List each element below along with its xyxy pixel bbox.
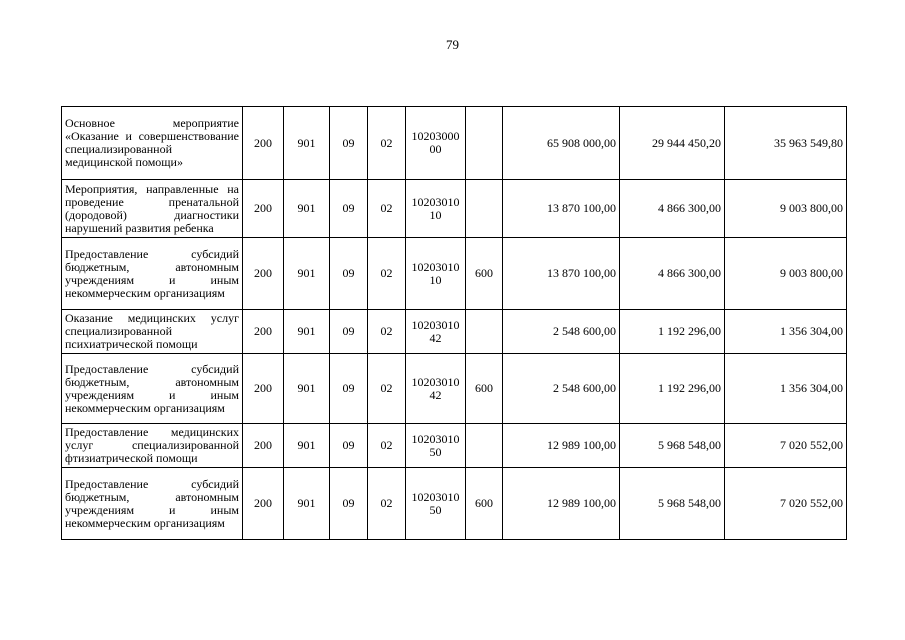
- row-code-2: 901: [284, 238, 330, 310]
- row-name: Оказание медицинских услуг специализированной психиатрической помощи: [62, 310, 243, 354]
- row-expense-type: [466, 180, 503, 238]
- row-code-1: 200: [243, 424, 284, 468]
- row-sum-2: 1 192 296,00: [620, 354, 725, 424]
- row-sum-1: 2 548 600,00: [503, 310, 620, 354]
- row-sum-2: 5 968 548,00: [620, 468, 725, 540]
- row-sum-3: 1 356 304,00: [725, 354, 847, 424]
- row-target-code: 1020301010: [406, 238, 466, 310]
- row-expense-type: [466, 107, 503, 180]
- row-sum-2: 4 866 300,00: [620, 238, 725, 310]
- row-target-code: 1020301010: [406, 180, 466, 238]
- table-row: [62, 468, 847, 540]
- table-row: [62, 180, 847, 238]
- row-code-1: 200: [243, 468, 284, 540]
- row-code-1: 200: [243, 310, 284, 354]
- row-code-3: 09: [330, 468, 368, 540]
- table-row: [62, 424, 847, 468]
- row-name: Предоставление медицинских услуг специализированной фтизиатрической помощи: [62, 424, 243, 468]
- row-sum-3: 35 963 549,80: [725, 107, 847, 180]
- table-row: [62, 354, 847, 424]
- row-sum-1: 13 870 100,00: [503, 238, 620, 310]
- row-sum-2: 5 968 548,00: [620, 424, 725, 468]
- row-code-4: 02: [368, 238, 406, 310]
- budget-table: [61, 106, 847, 540]
- row-code-2: 901: [284, 468, 330, 540]
- row-sum-1: 65 908 000,00: [503, 107, 620, 180]
- row-name: Предоставление субсидий бюджетным, автономным учреждениям и иным некоммерческим организациям: [62, 468, 243, 540]
- row-target-code: 1020301050: [406, 468, 466, 540]
- row-target-code: 1020301050: [406, 424, 466, 468]
- row-expense-type: [466, 310, 503, 354]
- row-expense-type: 600: [466, 468, 503, 540]
- row-expense-type: 600: [466, 354, 503, 424]
- table-row: [62, 238, 847, 310]
- row-sum-1: 12 989 100,00: [503, 468, 620, 540]
- row-code-3: 09: [330, 107, 368, 180]
- row-code-4: 02: [368, 468, 406, 540]
- row-target-code: 1020300000: [406, 107, 466, 180]
- page-number: 79: [446, 37, 459, 52]
- row-code-1: 200: [243, 238, 284, 310]
- row-sum-1: 13 870 100,00: [503, 180, 620, 238]
- row-sum-2: 1 192 296,00: [620, 310, 725, 354]
- row-sum-3: 7 020 552,00: [725, 424, 847, 468]
- row-sum-3: 9 003 800,00: [725, 180, 847, 238]
- row-code-3: 09: [330, 354, 368, 424]
- row-code-4: 02: [368, 354, 406, 424]
- row-sum-2: 29 944 450,20: [620, 107, 725, 180]
- row-code-2: 901: [284, 424, 330, 468]
- row-name: Предоставление субсидий бюджетным, автономным учреждениям и иным некоммерческим организациям: [62, 354, 243, 424]
- row-code-3: 09: [330, 310, 368, 354]
- row-sum-3: 9 003 800,00: [725, 238, 847, 310]
- row-expense-type: [466, 424, 503, 468]
- row-target-code: 1020301042: [406, 310, 466, 354]
- row-target-code: 1020301042: [406, 354, 466, 424]
- row-code-3: 09: [330, 424, 368, 468]
- row-code-2: 901: [284, 354, 330, 424]
- row-code-2: 901: [284, 180, 330, 238]
- row-sum-3: 1 356 304,00: [725, 310, 847, 354]
- row-name: Предоставление субсидий бюджетным, автономным учреждениям и иным некоммерческим организациям: [62, 238, 243, 310]
- row-code-2: 901: [284, 107, 330, 180]
- row-code-4: 02: [368, 310, 406, 354]
- row-name: Основное мероприятие «Оказание и совершенствование специализированной медицинской помощи»: [62, 107, 243, 180]
- row-code-4: 02: [368, 180, 406, 238]
- row-name: Мероприятия, направленные на проведение пренатальной (дородовой) диагностики нарушений развития ребенка: [62, 180, 243, 238]
- table-row: [62, 107, 847, 180]
- row-code-1: 200: [243, 107, 284, 180]
- row-code-3: 09: [330, 238, 368, 310]
- row-code-2: 901: [284, 310, 330, 354]
- row-sum-2: 4 866 300,00: [620, 180, 725, 238]
- row-sum-1: 12 989 100,00: [503, 424, 620, 468]
- row-code-1: 200: [243, 354, 284, 424]
- row-sum-3: 7 020 552,00: [725, 468, 847, 540]
- table-row: [62, 310, 847, 354]
- row-code-4: 02: [368, 107, 406, 180]
- row-sum-1: 2 548 600,00: [503, 354, 620, 424]
- row-code-1: 200: [243, 180, 284, 238]
- row-code-3: 09: [330, 180, 368, 238]
- row-code-4: 02: [368, 424, 406, 468]
- row-expense-type: 600: [466, 238, 503, 310]
